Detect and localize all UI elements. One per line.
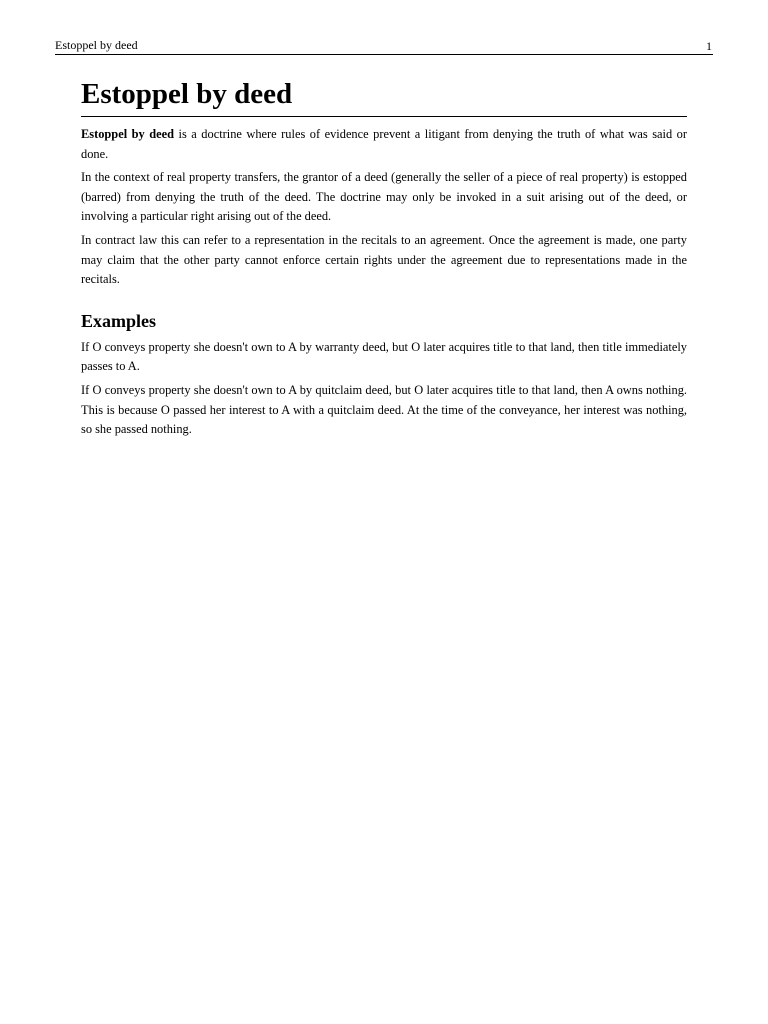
intro-term: Estoppel by deed (81, 127, 175, 141)
running-header (55, 38, 713, 55)
page-title: Estoppel by deed (81, 76, 687, 117)
article-body (81, 76, 687, 440)
warranty-deed-example: If O conveys property she doesn't own to A by warranty deed, but O later acquires title to that land, then title immediately passes to A. (81, 339, 687, 374)
intro-paragraph (81, 125, 687, 164)
quitclaim-deed-example: If O conveys property she doesn't own to A by quitclaim deed, but O later acquires title to that land, then A owns nothing. This is because O passed her interest to A with a quitclaim deed. At the time of the conveyance, her interest was nothing, so she passed nothing. (81, 382, 687, 437)
contract-law-paragraph: In contract law this can refer to a representation in the recitals to an agreement. Once the agreement is made, one party may claim that the other party cannot enforce certain rights under the agreement due to representations made in the recitals. (81, 232, 687, 287)
running-header-title: Estoppel by deed (55, 38, 138, 52)
intro-text: is a doctrine where rules of evidence prevent a litigant from denying the truth of what was said or done. (81, 127, 687, 161)
real-property-paragraph: In the context of real property transfers, the grantor of a deed (generally the seller of a piece of real property) is estopped (barred) from denying the truth of the deed. The doctrine may only be invoked in a suit arising out of the deed, or involving a particular right arising out of the deed. (81, 170, 687, 224)
examples-heading: Examples (81, 310, 157, 331)
page-number: 1 (706, 39, 712, 53)
